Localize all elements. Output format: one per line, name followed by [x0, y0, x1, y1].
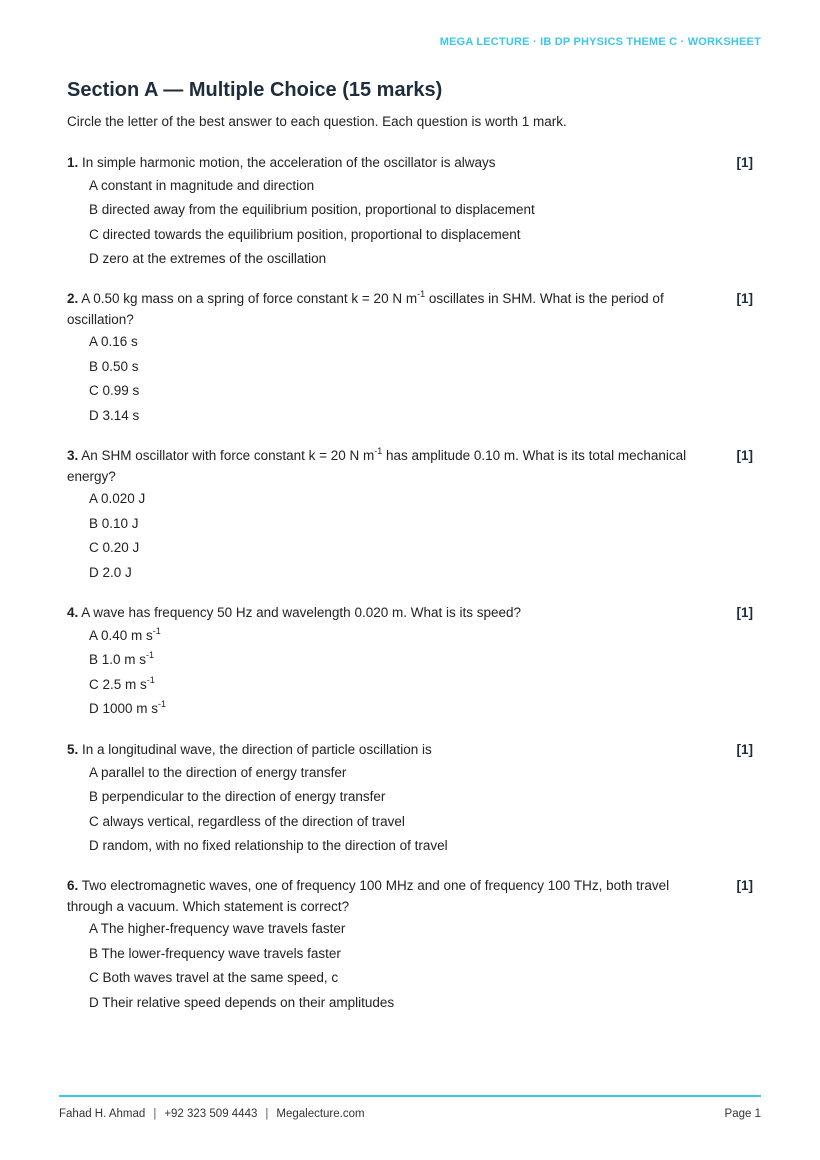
mark-value: [1] [736, 155, 753, 170]
option-text: C 0.99 s [89, 383, 140, 399]
footer-phone: +92 323 509 4443 [164, 1108, 258, 1120]
question-number: 1. [67, 155, 79, 170]
question-text [67, 876, 753, 917]
option-text: B The lower-frequency wave travels faster [89, 945, 341, 961]
mark-value: [1] [736, 878, 753, 893]
option-text: D Their relative speed depends on their amplitudes [89, 994, 395, 1010]
superscript: -1 [417, 289, 426, 299]
section-title: Section A — Multiple Choice (15 marks) [67, 79, 443, 101]
answer-option[interactable] [89, 536, 753, 561]
answer-option[interactable] [89, 561, 753, 586]
answer-option[interactable] [89, 355, 753, 380]
option-text: A constant in magnitude and direction [89, 177, 315, 193]
mark-value: [1] [736, 291, 753, 306]
option-text: B 0.10 J [89, 515, 139, 531]
footer-author: Fahad H. Ahmad [59, 1108, 146, 1120]
answer-option[interactable] [89, 834, 753, 859]
option-text: B 1.0 m s [89, 652, 147, 668]
question-text-segment: oscillates in SHM. What is the period of oscillation? [67, 291, 664, 327]
option-text: C Both waves travel at the same speed, c [89, 970, 339, 986]
option-text: D zero at the extremes of the oscillation [89, 251, 327, 267]
question-text [67, 740, 753, 761]
question-4 [67, 603, 753, 722]
question-number: 4. [67, 605, 79, 620]
instructions: Circle the letter of the best answer to each question. Each question is worth 1 mark. [67, 114, 567, 129]
option-text: D random, with no fixed relationship to the direction of travel [89, 838, 448, 854]
answer-option[interactable] [89, 624, 753, 649]
question-2 [67, 289, 753, 428]
question-5 [67, 740, 753, 859]
answer-option[interactable] [89, 223, 753, 248]
footer-separator: | [153, 1108, 157, 1120]
option-text: B 0.50 s [89, 358, 139, 374]
question-text-segment: An SHM oscillator with force constant k = 20 N m [78, 448, 375, 463]
question-3 [67, 446, 753, 585]
question-text [67, 289, 753, 330]
footer-website: Megalecture.com [276, 1108, 365, 1120]
answer-option[interactable] [89, 330, 753, 355]
mark-value: [1] [736, 605, 753, 620]
footer-divider [59, 1095, 761, 1097]
page-number: Page 1 [724, 1108, 761, 1120]
question-text [67, 603, 753, 624]
footer-contact [59, 1108, 365, 1120]
question-text-segment: In a longitudinal wave, the direction of particle oscillation is [78, 742, 432, 757]
answer-option[interactable] [89, 942, 753, 967]
option-text: B directed away from the equilibrium position, proportional to displacement [89, 202, 535, 218]
answer-option[interactable] [89, 673, 753, 698]
answer-option[interactable] [89, 174, 753, 199]
question-text-segment: A wave has frequency 50 Hz and wavelength 0.020 m. What is its speed? [78, 605, 522, 620]
superscript: -1 [374, 446, 383, 456]
question-number: 3. [67, 448, 79, 463]
option-text: A parallel to the direction of energy transfer [89, 764, 347, 780]
superscript: -1 [152, 625, 161, 636]
mark-value: [1] [736, 448, 753, 463]
superscript: -1 [146, 674, 155, 685]
option-text: D 2.0 J [89, 564, 132, 580]
question-text-segment: has amplitude 0.10 m. What is its total mechanical energy? [67, 448, 687, 484]
answer-option[interactable] [89, 917, 753, 942]
option-text: A 0.020 J [89, 491, 146, 506]
answer-option[interactable] [89, 404, 753, 429]
answer-option[interactable] [89, 810, 753, 835]
question-text [67, 153, 753, 174]
option-text: D 1000 m s [89, 701, 159, 717]
answer-option[interactable] [89, 966, 753, 991]
question-text-segment: A 0.50 kg mass on a spring of force constant k = 20 N m [78, 291, 418, 306]
answer-option[interactable] [89, 648, 753, 673]
option-text: A The higher-frequency wave travels faster [89, 921, 346, 936]
answer-option[interactable] [89, 697, 753, 722]
mark-value: [1] [736, 742, 753, 757]
answer-option[interactable] [89, 198, 753, 223]
answer-option[interactable] [89, 379, 753, 404]
option-text: B perpendicular to the direction of energy transfer [89, 789, 386, 805]
worksheet-header: MEGA LECTURE · IB DP PHYSICS THEME C · WORKSHEET [439, 36, 761, 48]
answer-option[interactable] [89, 991, 753, 1016]
superscript: -1 [146, 650, 155, 661]
answer-option[interactable] [89, 247, 753, 272]
option-text: C 0.20 J [89, 540, 140, 556]
option-text: A 0.40 m s [89, 627, 153, 643]
option-text: A 0.16 s [89, 334, 138, 349]
question-text-segment: In simple harmonic motion, the acceleration of the oscillator is always [78, 155, 496, 170]
option-text: C 2.5 m s [89, 676, 147, 692]
question-number: 6. [67, 878, 79, 893]
answer-option[interactable] [89, 512, 753, 537]
superscript: -1 [158, 699, 167, 710]
option-text: D 3.14 s [89, 407, 140, 423]
question-6 [67, 876, 753, 1015]
question-1 [67, 153, 753, 272]
answer-option[interactable] [89, 785, 753, 810]
answer-option[interactable] [89, 761, 753, 786]
question-number: 5. [67, 742, 79, 757]
option-text: C always vertical, regardless of the direction of travel [89, 813, 405, 829]
answer-option[interactable] [89, 487, 753, 512]
option-text: C directed towards the equilibrium position, proportional to displacement [89, 226, 521, 242]
question-number: 2. [67, 291, 79, 306]
question-text [67, 446, 753, 487]
footer-separator: | [265, 1108, 269, 1120]
question-text-segment: Two electromagnetic waves, one of frequency 100 MHz and one of frequency 100 THz, both travel through a vacuum. Which statement is correct? [67, 878, 670, 914]
